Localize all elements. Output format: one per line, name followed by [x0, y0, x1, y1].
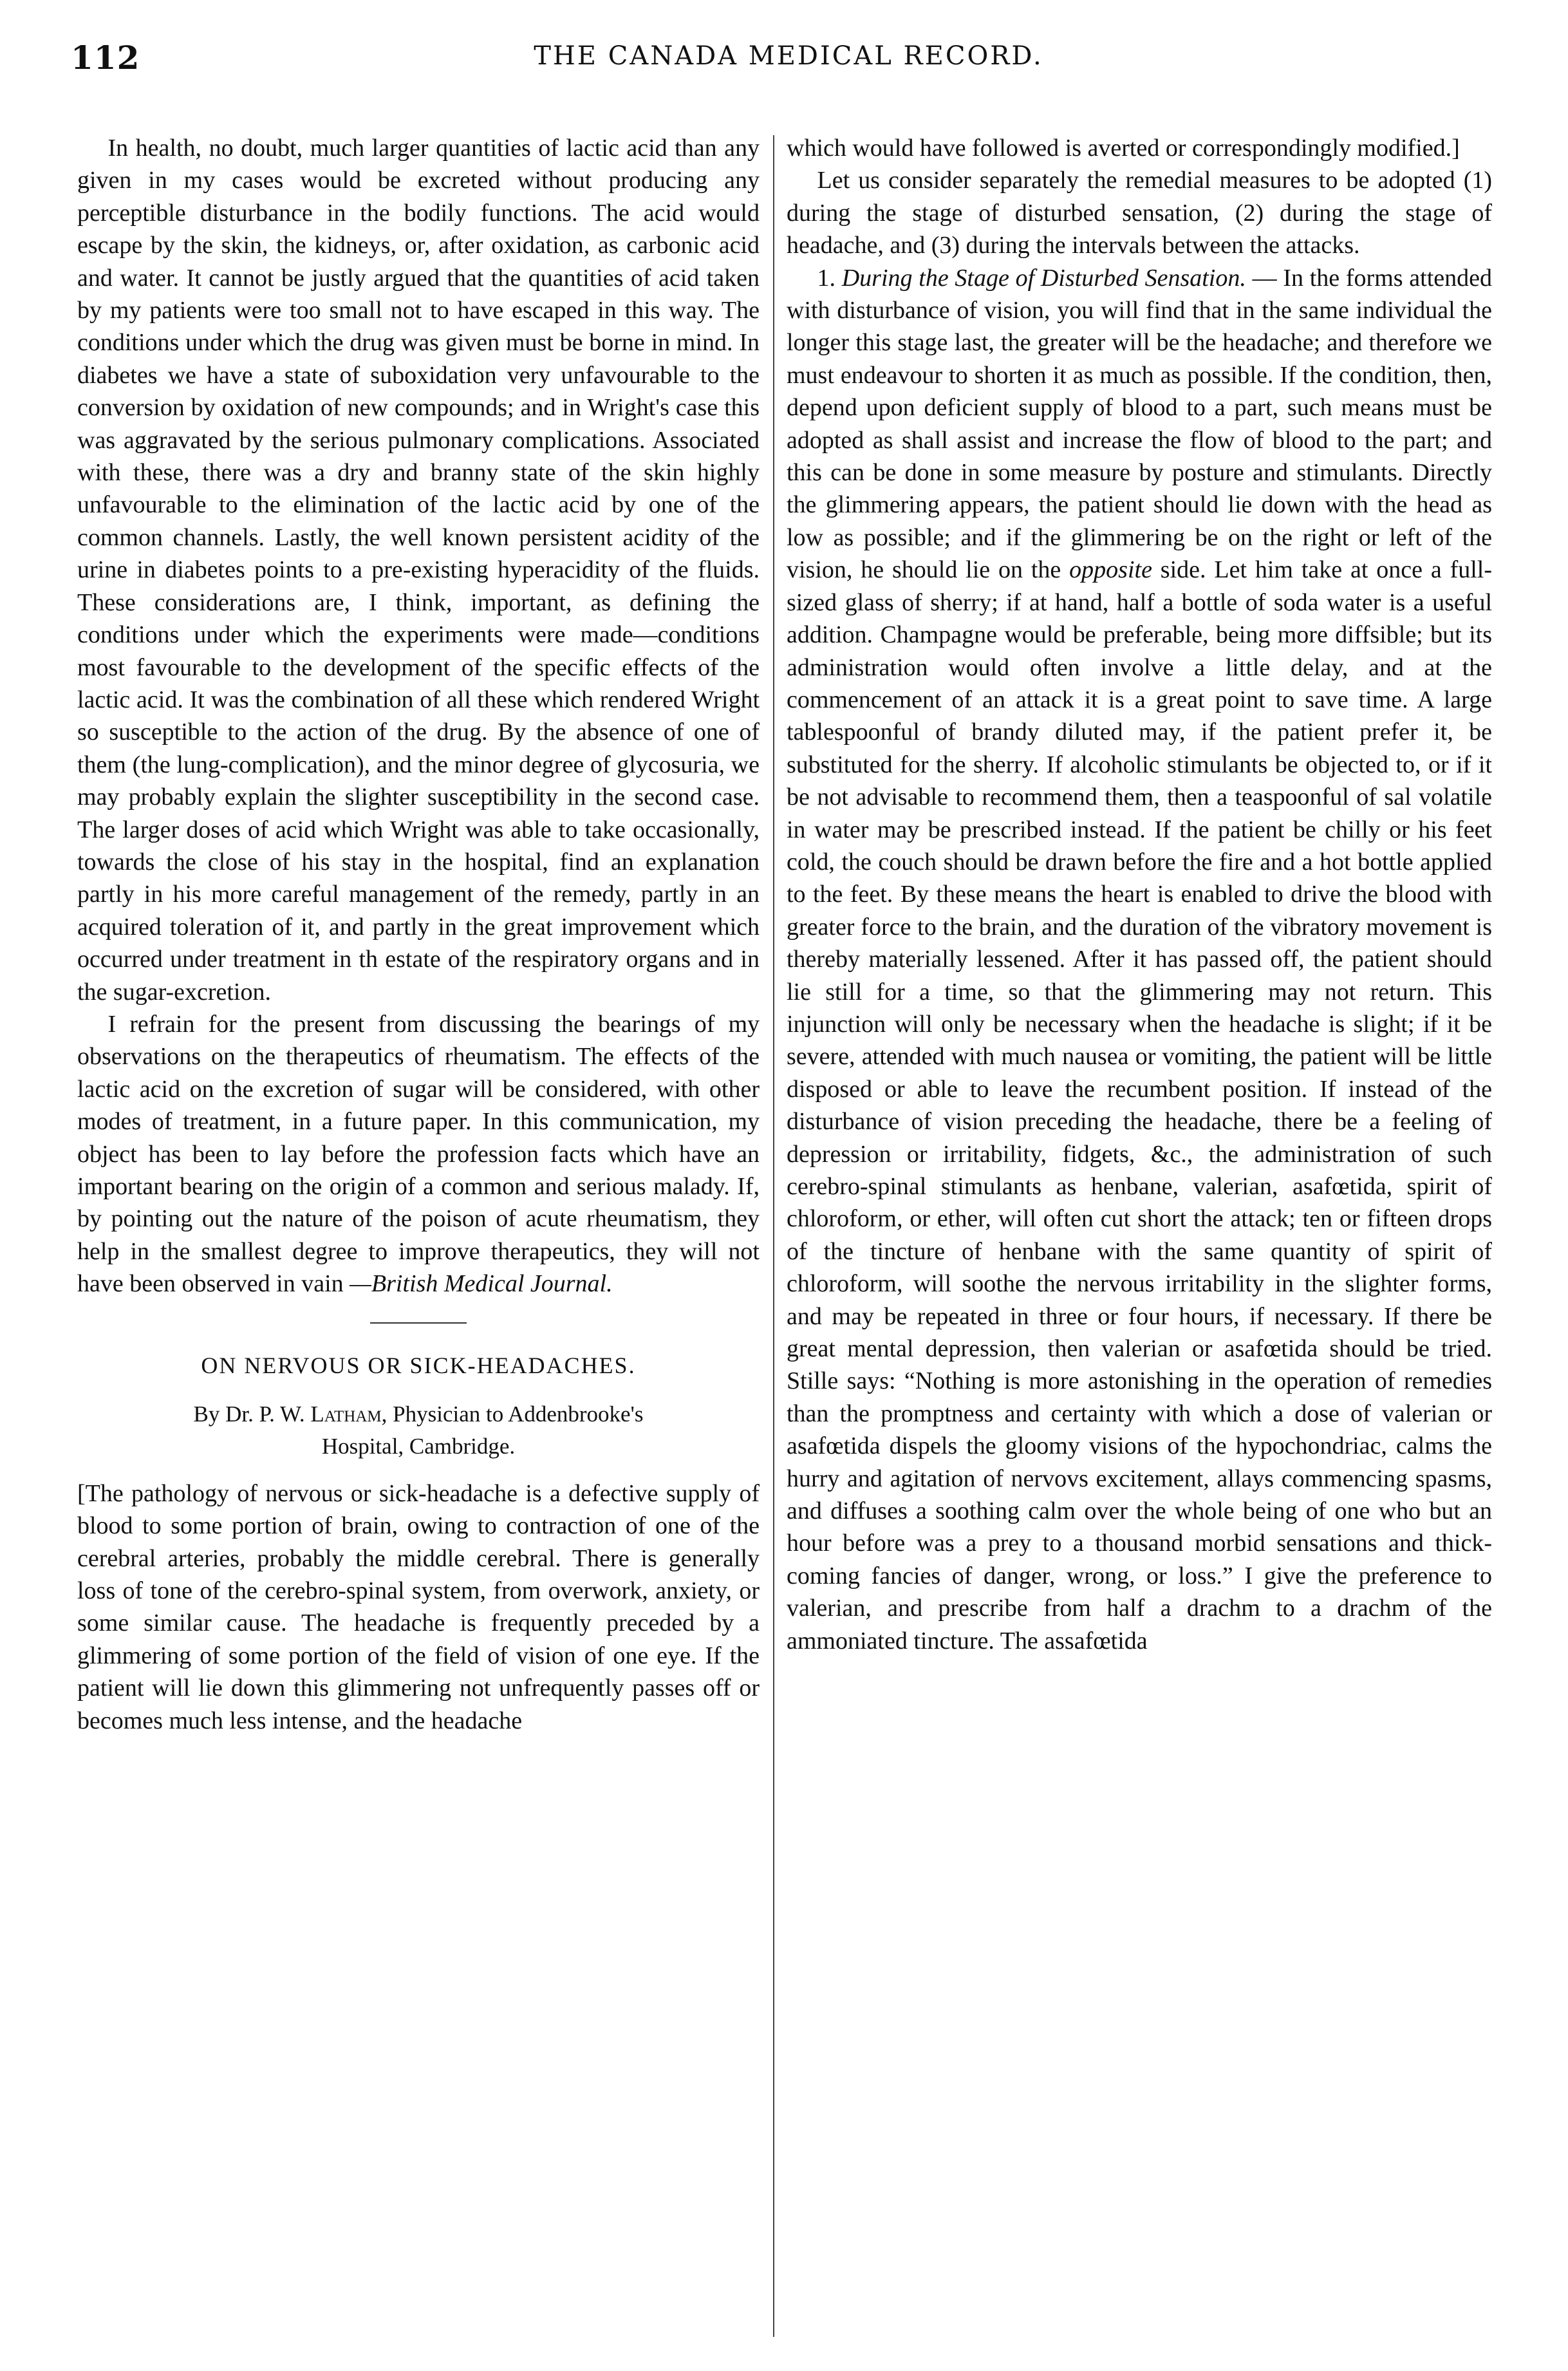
- right-column: [787, 132, 1492, 2340]
- left-column: [77, 132, 760, 2340]
- column-rule: [773, 135, 774, 2337]
- section-number: 1.: [817, 264, 842, 292]
- journal-title: THE CANADA MEDICAL RECORD.: [534, 41, 1043, 71]
- running-head: [71, 39, 1506, 84]
- page-number: 112: [71, 39, 140, 77]
- section-text-a: — In the forms attended with disturbance of vision, you will find that in the same individual the longer this stage last, the greater will be the headache; and therefore we must endeavour to shorten it as much as possible. If the condition, then, depend upon deficient supply of blood to a part, such means must be adopted as shall assist and increase the flow of blood to the part; and this can be done in some measure by posture and stimulants. Directly the glimmering appears, the patient should lie down with the head as low as possible; and if the glimmering be on the right or left of the vision, he should lie on the: [787, 264, 1492, 584]
- section-text-b: side. Let him take at once a full-sized glass of sherry; if at hand, half a bottle of soda water is a useful addition. Champagne would be preferable, being more diffsible; but its administration would often involve a little delay, and at the commencement of an attack it is a great point to save time. A large tablespoonful of brandy diluted may, if the patient prefer it, be substituted for the sherry. If alcoholic stimulants be objected to, or if it be not advisable to recommend them, then a teaspoonful of sal volatile in water may be prescribed instead. If the patient be chilly or his feet cold, the couch should be drawn before the fire and a hot bottle applied to the feet. By these means the heart is enabled to drive the blood with greater force to the brain, and the duration of the vibratory movement is thereby materially lessened. After it has passed off, the patient should lie still for a time, so that the glimmering may not return. This injunction will only be necessary when the headache is slight; if it be severe, attended with much nausea or vomiting, the patient will be little disposed or able to leave the recumbent position. If instead of the disturbance of vision preceding the headache, there be a feeling of depression or irritability, fidgets, &c., the administration of such cerebro-spinal stimulants as henbane, valerian, asafœtida, spirit of chloroform, or ether, will often cut short the attack; ten or fifteen drops of the tincture of henbane with the same quantity of spirit of chloroform, will soothe the nervous irritability in the slighter forms, and may be repeated in three or four hours, if necessary. If there be great mental depression, then valerian or asafœtida should be tried. Stille says: “Nothing is more astonishing in the operation of remedies than the promptness and certainty with which a dose of valerian or asafœtida dispels the gloomy visions of the hypochondriac, calms the hurry and agitation of nervovs excitement, allays commencing spasms, and diffuses a soothing calm over the whole being of one who but an hour before was a prey to a thousand morbid sensations and thick-coming fancies of danger, wrong, or loss.” I give the preference to valerian, and prescribe from half a drachm to a drachm of the ammoniated tincture. The assafœtida: [787, 556, 1492, 1654]
- article-heading: ON NERVOUS OR SICK-HEADACHES.: [201, 1352, 636, 1378]
- source-citation: —British Medical Journal.: [350, 1270, 613, 1298]
- byline-prefix: By Dr. P. W.: [193, 1401, 311, 1427]
- conclusion-paragraph: [77, 1008, 760, 1300]
- continuation-paragraph: which would have followed is averted or correspondingly modified.]: [787, 135, 1460, 162]
- article-byline: [77, 1398, 760, 1430]
- byline-suffix: , Physician to Addenbrooke's: [381, 1401, 644, 1427]
- conclusion-text: I refrain for the present from discussing the bearings of my observations on the therapeutics of rheumatism. The effects of the lactic acid on the excretion of sugar will be considered, with other modes of treatment, in a future paper. In this communication, my object has been to lay before the profession facts which have an important bearing on the origin of a common and serious malady. If, by pointing out the nature of the poison of acute rheumatism, they help in the smallest degree to improve therapeutics, they will not have been observed in vain: [77, 1010, 760, 1298]
- disturbed-sensation-paragraph: [787, 262, 1492, 1657]
- author-name: Latham: [310, 1401, 382, 1427]
- article-divider: [370, 1322, 467, 1324]
- lactic-acid-paragraph: In health, no doubt, much larger quantities of lactic acid than any given in my cases would be excreted without producing any perceptible disturbance in the bodily functions. The acid would escape by the skin, the kidneys, or, after oxidation, as carbonic acid and water. It cannot be justly argued that the quantities of acid taken by my patients were too small not to have escaped in this way. The conditions under which the drug was given must be borne in mind. In diabetes we have a state of suboxidation very unfavourable to the conversion by oxidation of new compounds; and in Wright's case this was aggravated by the serious pulmonary complications. Associated with these, there was a dry and branny state of the skin highly unfavourable to the elimination of the lactic acid by one of the common channels. Lastly, the well known persistent acidity of the urine in diabetes points to a pre-existing hyperacidity of the fluids. These considerations are, I think, important, as defining the conditions under which the experiments were made—conditions most favourable to the development of the specific effects of the lactic acid. It was the combination of all these which rendered Wright so susceptible to the action of the drug. By the absence of one of them (the lung-complication), and the minor degree of glycosuria, we may probably explain the slighter susceptibility in the second case. The larger doses of acid which Wright was able to take occasionally, towards the close of his stay in the hospital, find an explanation partly in his more careful management of the remedy, partly in an acquired toleration of it, and partly in the great improvement which occurred under treatment in th estate of the respiratory organs and in the sugar-excretion.: [77, 135, 760, 1006]
- pathology-paragraph: [The pathology of nervous or sick-headache is a defective supply of blood to some portion of brain, owing to contraction of one of the cerebral arteries, probably the middle cerebral. There is generally loss of tone of the cerebro-spinal system, from overwork, anxiety, or some similar cause. The headache is frequently preceded by a glimmering of some portion of the field of vision of one eye. If the patient will lie down this glimmering not unfrequently passes off or becomes much less intense, and the headache: [77, 1479, 760, 1734]
- article-byline-affiliation: Hospital, Cambridge.: [321, 1434, 516, 1459]
- emphasis-opposite: opposite: [1069, 556, 1152, 584]
- remedial-measures-paragraph: Let us consider separately the remedial measures to be adopted (1) during the stage of disturbed sensation, (2) during the stage of headache, and (3) during the intervals between the attacks.: [787, 167, 1492, 259]
- section-title: During the Stage of Disturbed Sensation.: [841, 264, 1246, 292]
